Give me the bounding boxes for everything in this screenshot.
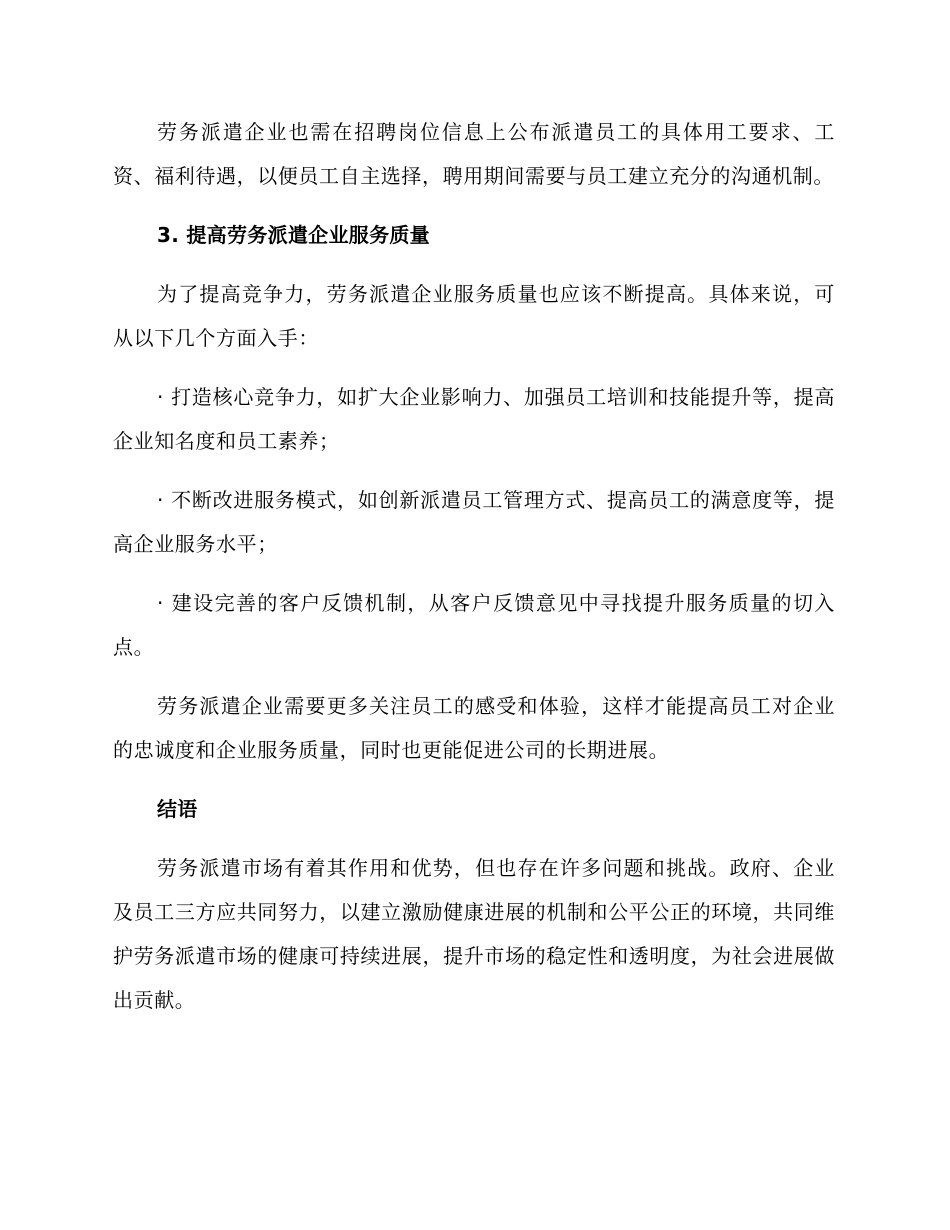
section-heading-conclusion: 结语 — [157, 797, 198, 821]
paragraph-service-intro: 为了提高竞争力，劳务派遣企业服务质量也应该不断提高。具体来说，可从以下几个方面入手： — [113, 282, 835, 350]
paragraph-conclusion: 劳务派遣市场有着其作用和优势，但也存在许多问题和挑战。政府、企业及员工三方应共同努力，以建立激励健康进展的机制和公平公正的环境，共同维护劳务派遣市场的健康可持续进展，提升市场的稳定性和透明度，为社会进展做出贡献。 — [113, 856, 835, 1012]
bullet-item: · 建设完善的客户反馈机制，从客户反馈意见中寻找提升服务质量的切入点。 — [113, 591, 835, 659]
paragraph-service-closing: 劳务派遣企业需要更多关注员工的感受和体验，这样才能提高员工对企业的忠诚度和企业服务质量，同时也更能促进公司的长期进展。 — [113, 694, 835, 762]
bullet-item: · 打造核心竞争力，如扩大企业影响力、加强员工培训和技能提升等，提高企业知名度和员工素养； — [113, 385, 835, 453]
section-heading-service-quality: 3. 提高劳务派遣企业服务质量 — [157, 223, 430, 247]
paragraph-recruitment-info: 劳务派遣企业也需在招聘岗位信息上公布派遣员工的具体用工要求、工资、福利待遇，以便员工自主选择，聘用期间需要与员工建立充分的沟通机制。 — [113, 120, 835, 188]
bullet-item: · 不断改进服务模式，如创新派遣员工管理方式、提高员工的满意度等，提高企业服务水平； — [113, 488, 835, 556]
document-body — [113, 110, 835, 1022]
